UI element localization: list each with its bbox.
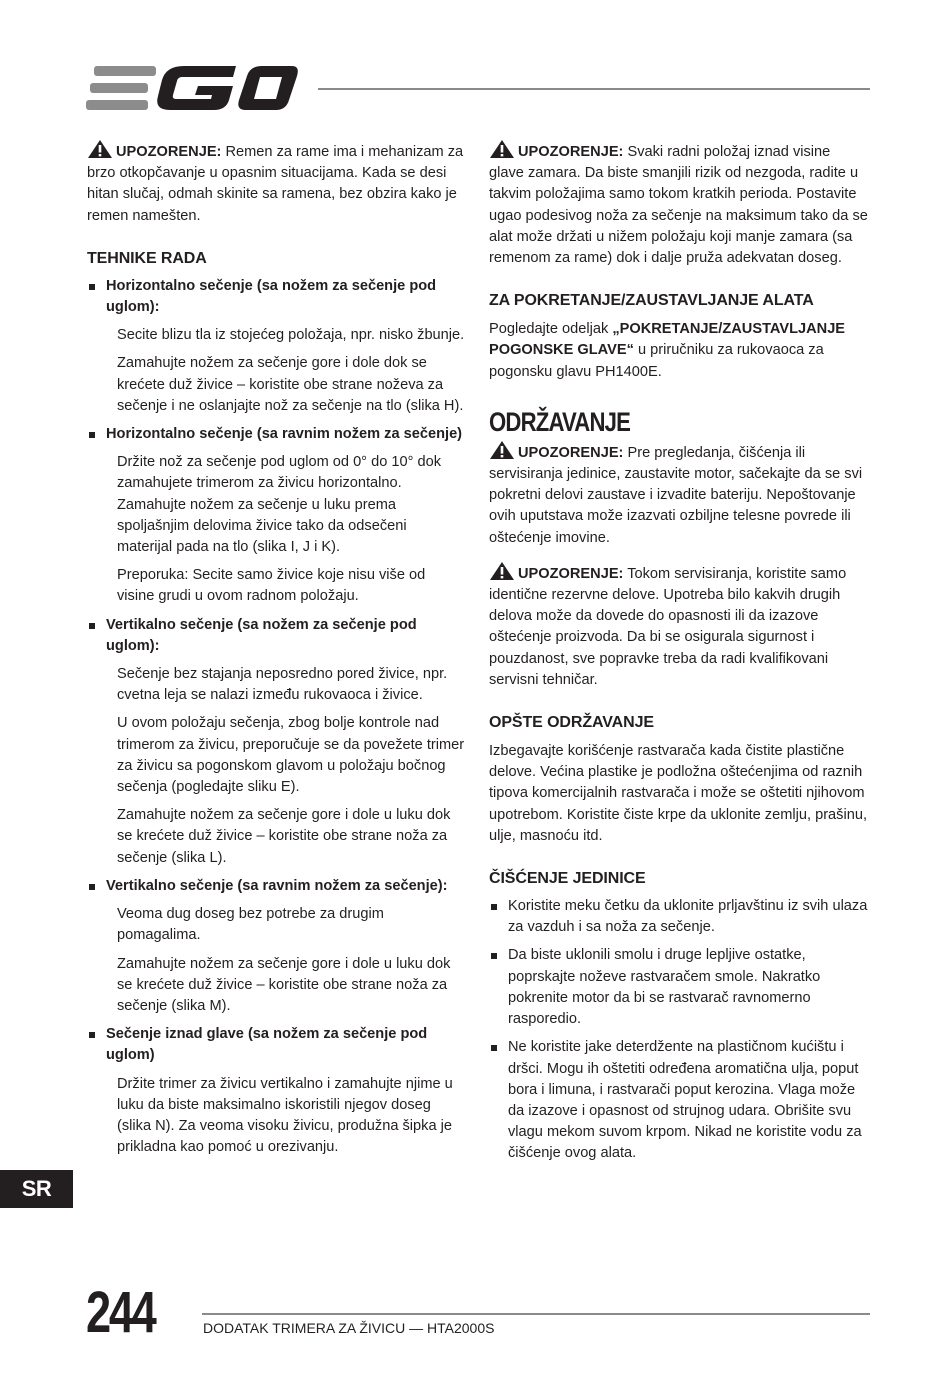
paragraph: Veoma dug doseg bez potrebe za drugim pomagalima.	[117, 906, 384, 944]
bullet-square-icon	[89, 623, 95, 629]
list-item	[87, 276, 465, 318]
bullet-square-icon	[89, 884, 95, 890]
paragraph: Zamahujte nožem za sečenje gore i dole u luku dok se krećete duž živice – koristite obe strane noža za sečenje (slika L).	[117, 807, 451, 866]
paragraph: Sečenje bez stajanja neposredno pored živice, npr. cvetna leja se nalazi između rukovaoca i živice.	[117, 666, 448, 704]
bullet-title: Vertikalno sečenje (sa ravnim nožem za sečenje):	[106, 877, 448, 894]
left-column	[87, 139, 465, 1158]
bullet-title: Horizontalno sečenje (sa ravnim nožem za sečenje)	[106, 426, 463, 443]
warning-triangle-icon	[489, 561, 515, 581]
paragraph-start-stop: Pogledajte odeljak „POKRETANJE/ZAUSTAVLJANJE POGONSKE GLAVE“ u priručniku za rukovaoca za pogonsku glavu PH1400E.	[489, 321, 846, 380]
right-column	[489, 139, 869, 1165]
section-title-start-stop: ZA POKRETANJE/ZAUSTAVLJANJE ALATA	[489, 292, 814, 310]
paragraph: Držite nož za sečenje pod uglom od 0° do 10° dok zamahujete trimerom za živicu horizontalno. Zamahujte nožem za sečenje u luku prema spoljašnjim delovima živice tako da odsečeni materijal pada na tlo (slika I, J i K).	[117, 454, 442, 556]
paragraph: Zamahujte nožem za sečenje gore i dole u luku dok se krećete duž živice – koristite obe strane noža za sečenje (slika M).	[117, 955, 451, 1014]
warning-strap-release: UPOZORENJE: Remen za rame ima i mehanizam za brzo otkopčavanje u opasnim situacijama. Kada se desi hitan slučaj, odmah skinite sa ramena, bez obzira kako je remen namešten.	[87, 139, 465, 227]
bullet-title: Vertikalno sečenje (sa nožem za sečenje pod uglom):	[106, 616, 417, 654]
warning-overhead-position: UPOZORENJE: Svaki radni položaj iznad visine glave zamara. Da biste smanjili rizik od nezgoda, radite u takvim položajima samo tokom kratkih perioda. Postavite ugao podesivog noža za sečenje na maksimum tako da se alat može držati u nižem položaju koji manje zamara (sa remenom za rame) dok i dalje pruža adekvatan doseg.	[489, 139, 869, 269]
section-title-cleaning: ČIŠĆENJE JEDINICE	[489, 870, 646, 888]
bullet-title: Horizontalno sečenje (sa nožem za sečenje pod uglom):	[106, 277, 437, 316]
list-item	[87, 424, 465, 445]
header-rule	[318, 88, 870, 90]
list-item: Da biste uklonili smolu i druge lepljive ostatke, poprskajte noževe rastvaračem smole. Nakratko pokrenite motor da bi se rastvarač ravnomerno rasporedio.	[489, 945, 869, 1030]
paragraph: Preporuka: Secite samo živice koje nisu više od visine grudi u ovom radnom položaju.	[117, 567, 426, 605]
list-item	[87, 615, 465, 657]
bullet-square-icon	[491, 904, 497, 910]
section-title-techniques: TEHNIKE RADA	[87, 249, 207, 267]
section-title-maintenance: ODRŽAVANJE	[489, 406, 631, 437]
language-tab: SR	[0, 1170, 73, 1208]
warning-triangle-icon	[87, 139, 113, 159]
ego-logo	[86, 62, 298, 114]
paragraph: Izbegavajte korišćenje rastvarača kada čistite plastične delove. Većina plastike je podložna oštećenjima od raznih tipova komercijalnih rastvarača i može se oštetiti njihovom upotrebom. Koristite čiste krpe da uklonite zemlju, prašinu, ulje, masnoću itd.	[489, 743, 867, 844]
footer-title: DODATAK TRIMERA ZA ŽIVICU — HTA2000S	[203, 1320, 495, 1336]
list-item	[87, 1024, 465, 1066]
list-item: Koristite meku četku da uklonite prljavštinu iz svih ulaza za vazduh i sa noža za sečenje.	[489, 896, 869, 938]
list-item: Ne koristite jake deterdžente na plastičnom kućištu i dršci. Mogu ih oštetiti određena aromatična ulja, poput bora i limuna, i rastvarači poput kerozina. Vlaga može da izazove i opasnost od strujnog udara. Obrišite svu vlagu mekom suvom krpom. Nikad ne koristite vodu za čišćenje ovog alata.	[489, 1037, 869, 1164]
page-number: 244	[86, 1280, 155, 1345]
section-title-general-maintenance: OPŠTE ODRŽAVANJE	[489, 714, 654, 732]
warning-spare-parts: UPOZORENJE: Tokom servisiranja, koristite samo identične rezervne delove. Upotreba bilo kakvih drugih delova može da dovede do opasnosti ili da izazove oštećenje proizvoda. Da bi se osigurala sigurnost i pouzdanost, sve popravke treba da radi kvalifikovani servisni tehničar.	[489, 561, 869, 691]
paragraph: Secite blizu tla iz stojećeg položaja, npr. nisko žbunje.	[117, 327, 465, 344]
paragraph: U ovom položaju sečenja, zbog bolje kontrole nad trimerom za živicu, preporučuje se da povežete trimer za živicu sa pogonskom glavom u položaju bočnog sečenja (pogledajte sliku E).	[117, 715, 465, 796]
warning-triangle-icon	[489, 139, 515, 159]
paragraph: Zamahujte nožem za sečenje gore i dole dok se krećete duž živice – koristite obe strane noževa za sečenje i ne oslanjajte nož za sečenje na tlo (slika H).	[117, 355, 464, 414]
bullet-square-icon	[89, 1032, 95, 1038]
paragraph: Držite trimer za živicu vertikalno i zamahujte njime u luku da biste maksimalno iskoristili njegov doseg (slika N). Za veoma visoku živicu, produžna šipka je prikladna kao pomoć u orezivanju.	[117, 1075, 453, 1156]
bullet-title: Sečenje iznad glave (sa nožem za sečenje pod uglom)	[106, 1026, 428, 1064]
bullet-square-icon	[491, 1045, 497, 1051]
bullet-square-icon	[89, 432, 95, 438]
warning-before-service: UPOZORENJE: Pre pregledanja, čišćenja ili servisiranja jedinice, zaustavite motor, sačekajte da se svi pokretni delovi zaustave i izvadite bateriju. Nepoštovanje ovih uputstava može izazvati ozbiljne telesne povrede ili oštećenje imovine.	[489, 440, 869, 549]
list-item	[87, 876, 465, 897]
footer-rule	[202, 1313, 870, 1315]
bullet-square-icon	[89, 284, 95, 290]
bullet-square-icon	[491, 953, 497, 959]
warning-triangle-icon	[489, 440, 515, 460]
